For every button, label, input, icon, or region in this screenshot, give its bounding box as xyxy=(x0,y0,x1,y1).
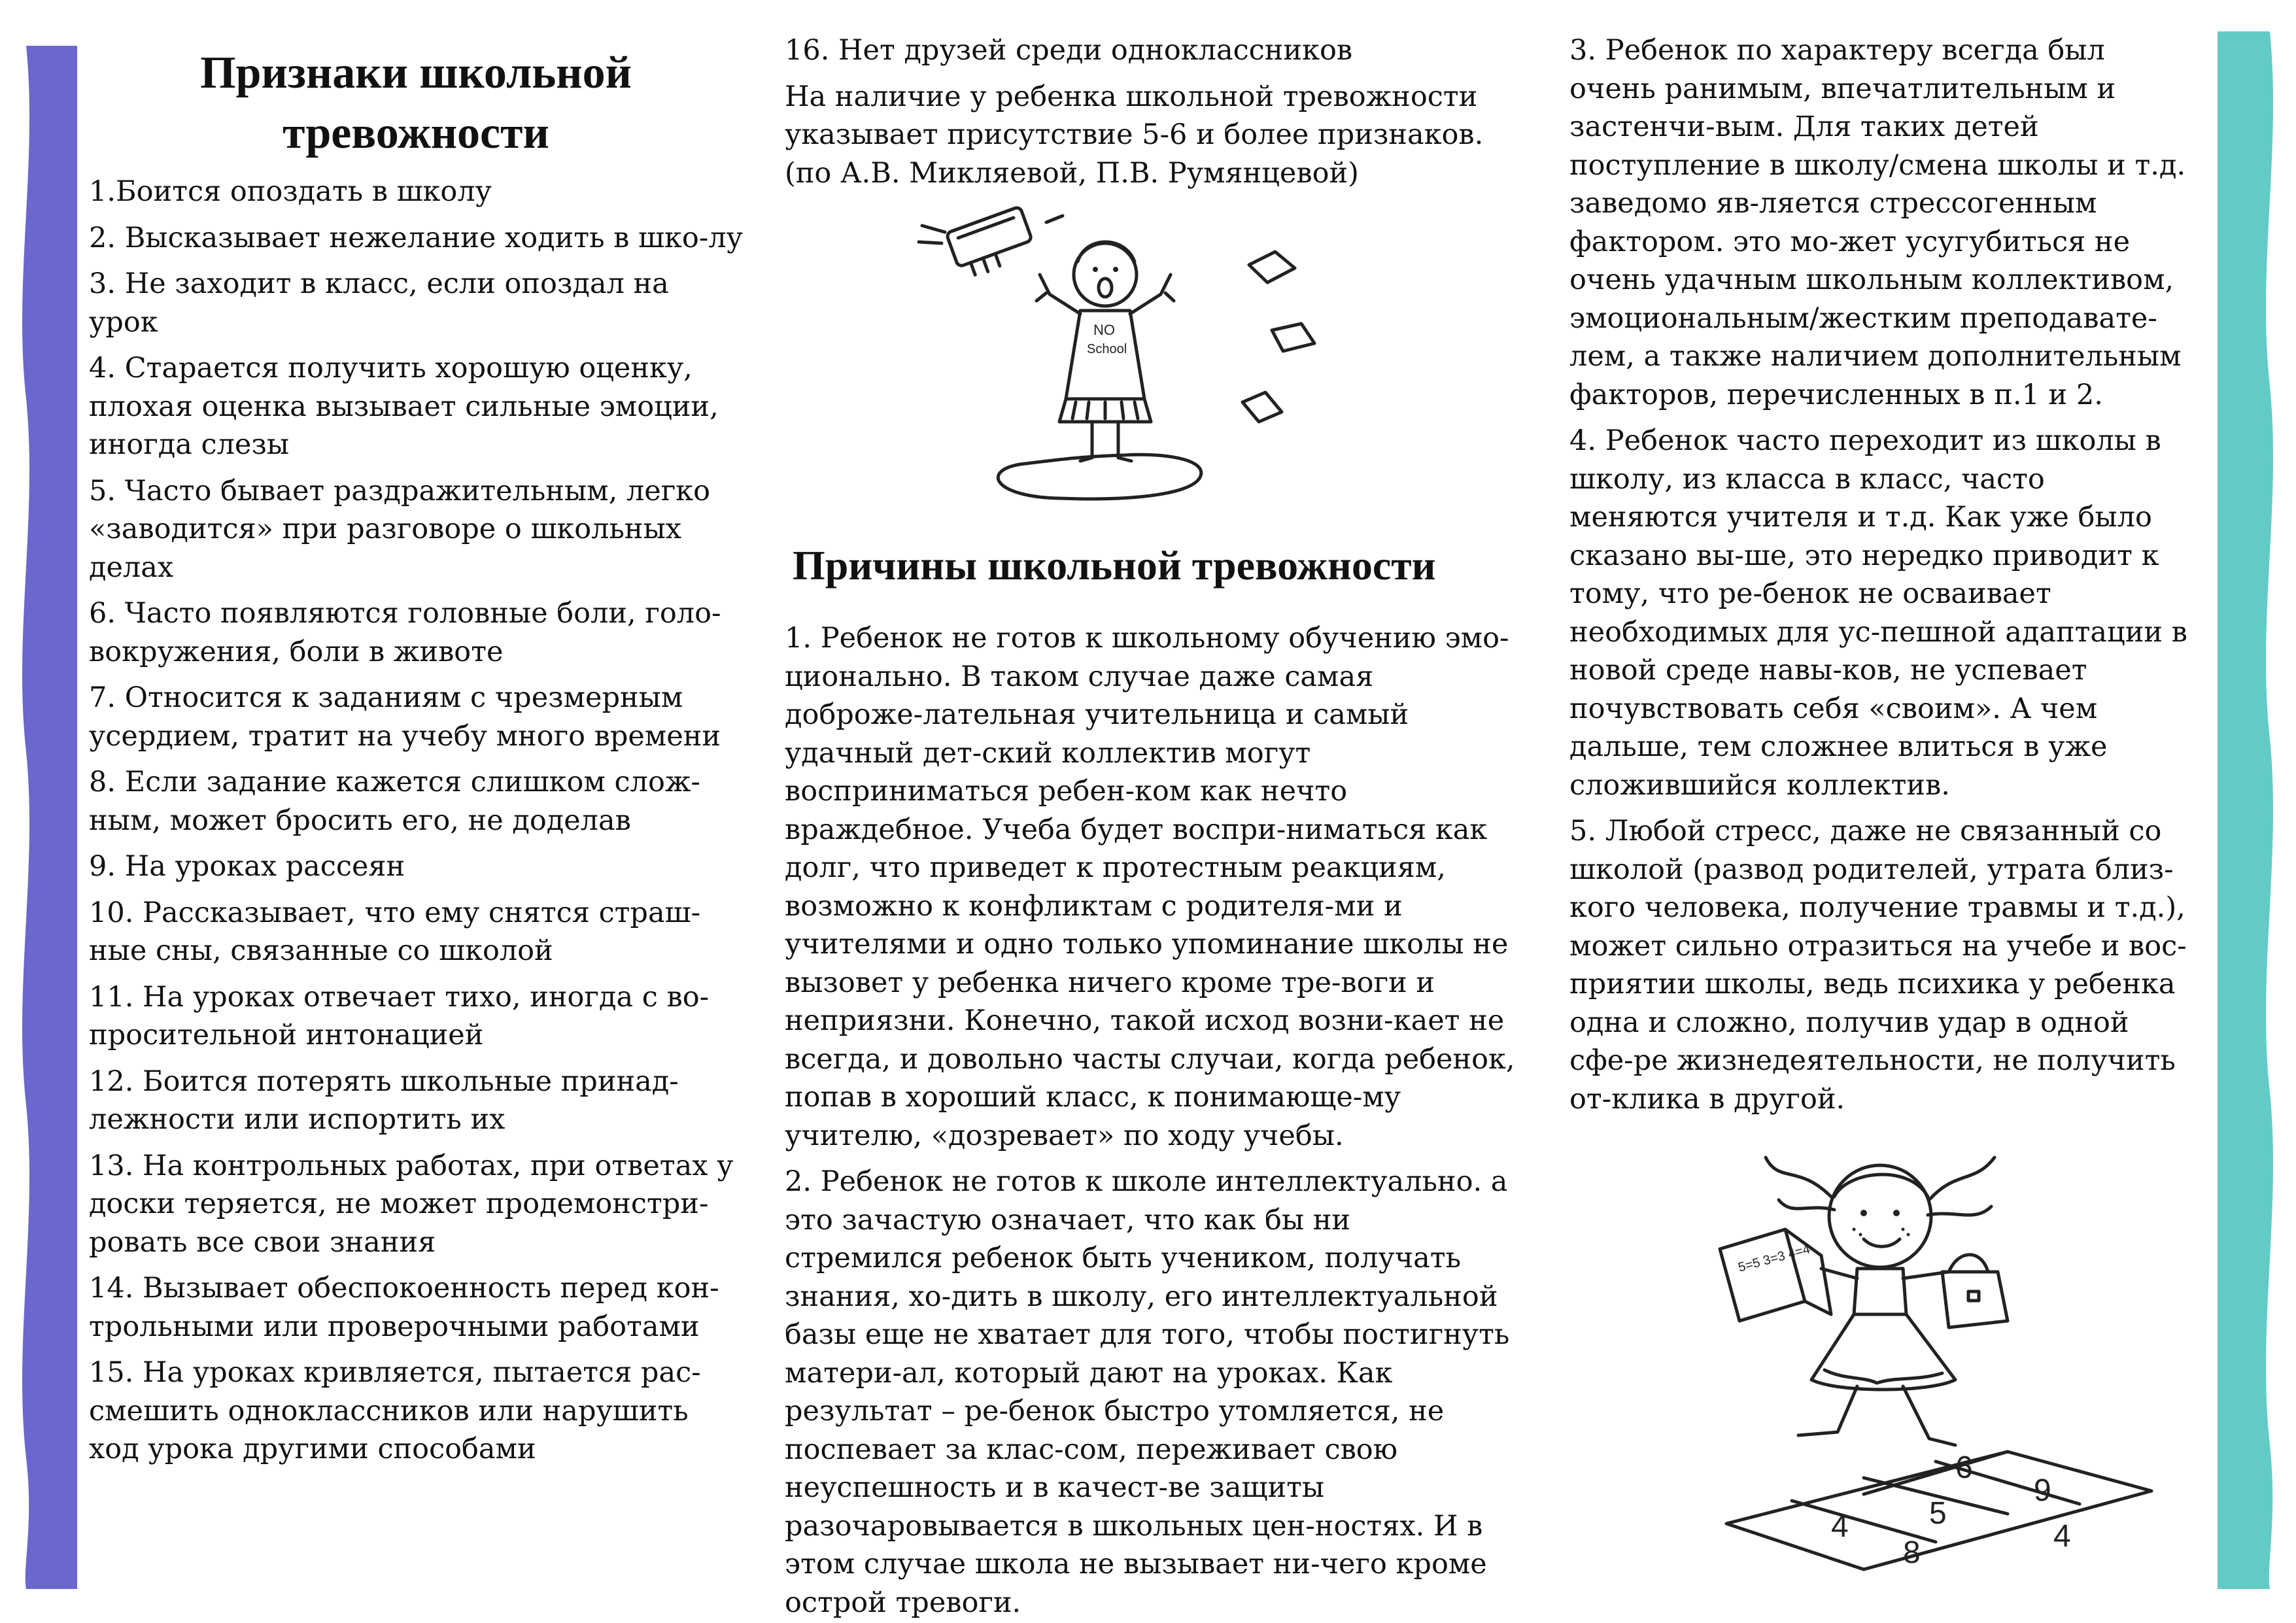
cause-item-1: 1. Ребенок не готов к школьному обучению эмо-ционально. В таком случае даже самая доброже-лательная учительница и самый удачный дет-ский коллектив могут восприниматься ребен-ком как нечто враждебное. Учеба будет воспри-ниматься как долг, что приведет к протестным реакциям, возможно к конфликтам с родителя-ми и учителями и одно только упоминание школы не вызовет у ребенка ничего кроме тре-воги и неприязни. Конечно, такой исход возни-кает не всегда, и довольно часты случаи, когда ребенок, попав в хороший класс, к понимающе-му учителю, «дозревает» по ходу учебы. xyxy=(785,622,1515,1152)
hopscotch-number-4-right: 4 xyxy=(2053,1519,2071,1554)
right-column xyxy=(1569,31,2197,1118)
cause-item-5: 5. Любой стресс, даже не связанный со школой (развод родителей, утрата близ-кого человека, получение травмы и т.д.), может сильно отразиться на учебе и вос-приятии школы, ведь психика у ребенка одна и сложно, получив удар в одной сфе-ре жизнедеятельности, не получить от-клика в другой. xyxy=(1569,815,2187,1116)
hopscotch-number-5: 5 xyxy=(1929,1496,1947,1531)
hopscotch-number-9: 9 xyxy=(2034,1473,2051,1508)
hopscotch-number-8: 8 xyxy=(1903,1535,1921,1570)
shirt-text-school: School xyxy=(1087,342,1127,356)
sign-item-2: 2. Высказывает нежелание ходить в шко-лу xyxy=(89,221,743,254)
hopscotch-number-4-left: 4 xyxy=(1831,1509,1849,1544)
sign-item-14: 14. Вызывает обеспокоенность перед кон-трольными или проверочными работами xyxy=(89,1272,719,1343)
hopscotch-girl-illustration xyxy=(1668,1138,2165,1596)
sign-item-12: 12. Боится потерять школьные принад-лежности или испортить их xyxy=(89,1065,679,1136)
sign-item-11: 11. На уроках отвечает тихо, иногда с во-просительной интонацией xyxy=(89,980,710,1051)
cause-item-2: 2. Ребенок не готов к школе интеллектуально. а это зачастую означает, что как бы ни стремился ребенок быть учеником, получать знания, хо-дить в школу, его интеллектуальной базы еще не хватает для того, чтобы постигнуть матери-ал, который дают на уроках. Как результат – ре-бенок быстро утомляется, не поспевает за клас-сом, переживает свою неуспешность и в качест-ве защиты разочаровывается в школьных цен-ностях. И в этом случае школа не вызывает ни-чего кроме острой тревоги. xyxy=(785,1165,1510,1619)
left-stripe xyxy=(0,0,82,1623)
no-school-child-illustration xyxy=(909,196,1341,504)
cause-item-3: 3. Ребенок по характеру всегда был очень ранимым, впечатлительным и застенчи-вым. Для таких детей поступление в школу/смена школы и т.д. заведомо яв-ляется стрессогенным фактором. это мо-жет усугубиться не очень удачным школьным коллективом, эмоциональным/жестким преподавате-лем, а также наличием дополнительным факторов, перечисленных в п.1 и 2. xyxy=(1569,34,2186,411)
sign-item-1: 1.Боится опоздать в школу xyxy=(89,175,492,208)
signs-title: Признаки школьной тревожности xyxy=(200,48,632,158)
signs-column xyxy=(89,43,743,1469)
sign-item-6: 6. Часто появляются головные боли, голо-вокружения, боли в животе xyxy=(89,597,721,668)
causes-section xyxy=(785,539,1517,1622)
signs-summary: На наличие у ребенка школьной тревожности указывает присутствие 5-6 и более признаков. (по А.В. Микляевой, П.В. Румянцевой) xyxy=(785,80,1484,190)
sign-item-15: 15. На уроках кривляется, пытается рас-смешить одноклассников или нарушить ход урока другими способами xyxy=(89,1356,701,1465)
sign-item-13: 13. На контрольных работах, при ответах у доски теряется, не может продемонстри-ровать все свои знания xyxy=(89,1149,734,1259)
right-stripe xyxy=(2214,0,2296,1623)
sign-item-9: 9. На уроках рассеян xyxy=(89,850,405,883)
book-text: 5=5 3=3 4=4 xyxy=(1736,1242,1812,1275)
sign-item-8: 8. Если задание кажется слишком слож-ным, может бросить его, не доделав xyxy=(89,766,700,837)
sign-item-3: 3. Не заходит в класс, если опоздал на урок xyxy=(89,267,669,339)
left-stripe-shape xyxy=(22,46,77,1589)
right-stripe-shape xyxy=(2218,31,2273,1589)
sign-item-16: 16. Нет друзей среди одноклассников xyxy=(785,34,1353,67)
cause-item-4: 4. Ребенок часто переходит из школы в школу, из класса в класс, часто меняются учителя и т.д. Как уже было сказано вы-ше, это нередко приводит к тому, что ре-бенок не осваивает необходимых для ус-пешной адаптации в новой среде навы-ков, не успевает почувствовать себя «своим». А чем дальше, тем сложнее влиться в уже сложившийся коллектив. xyxy=(1569,424,2187,802)
sign-item-5: 5. Часто бывает раздражительным, легко «заводится» при разговоре о школьных делах xyxy=(89,474,711,584)
sign-item-10: 10. Рассказывает, что ему снятся страш-ные сны, связанные со школой xyxy=(89,896,701,967)
middle-column xyxy=(785,31,1517,192)
hopscotch-number-6: 6 xyxy=(1955,1450,1973,1485)
shirt-text-no: NO xyxy=(1093,322,1115,338)
causes-title: Причины школьной тревожности xyxy=(793,542,1436,589)
sign-item-4: 4. Старается получить хорошую оценку, плохая оценка вызывает сильные эмоции, иногда слезы xyxy=(89,352,719,461)
sign-item-7: 7. Относится к заданиям с чрезмерным усердием, тратит на учебу много времени xyxy=(89,681,721,753)
